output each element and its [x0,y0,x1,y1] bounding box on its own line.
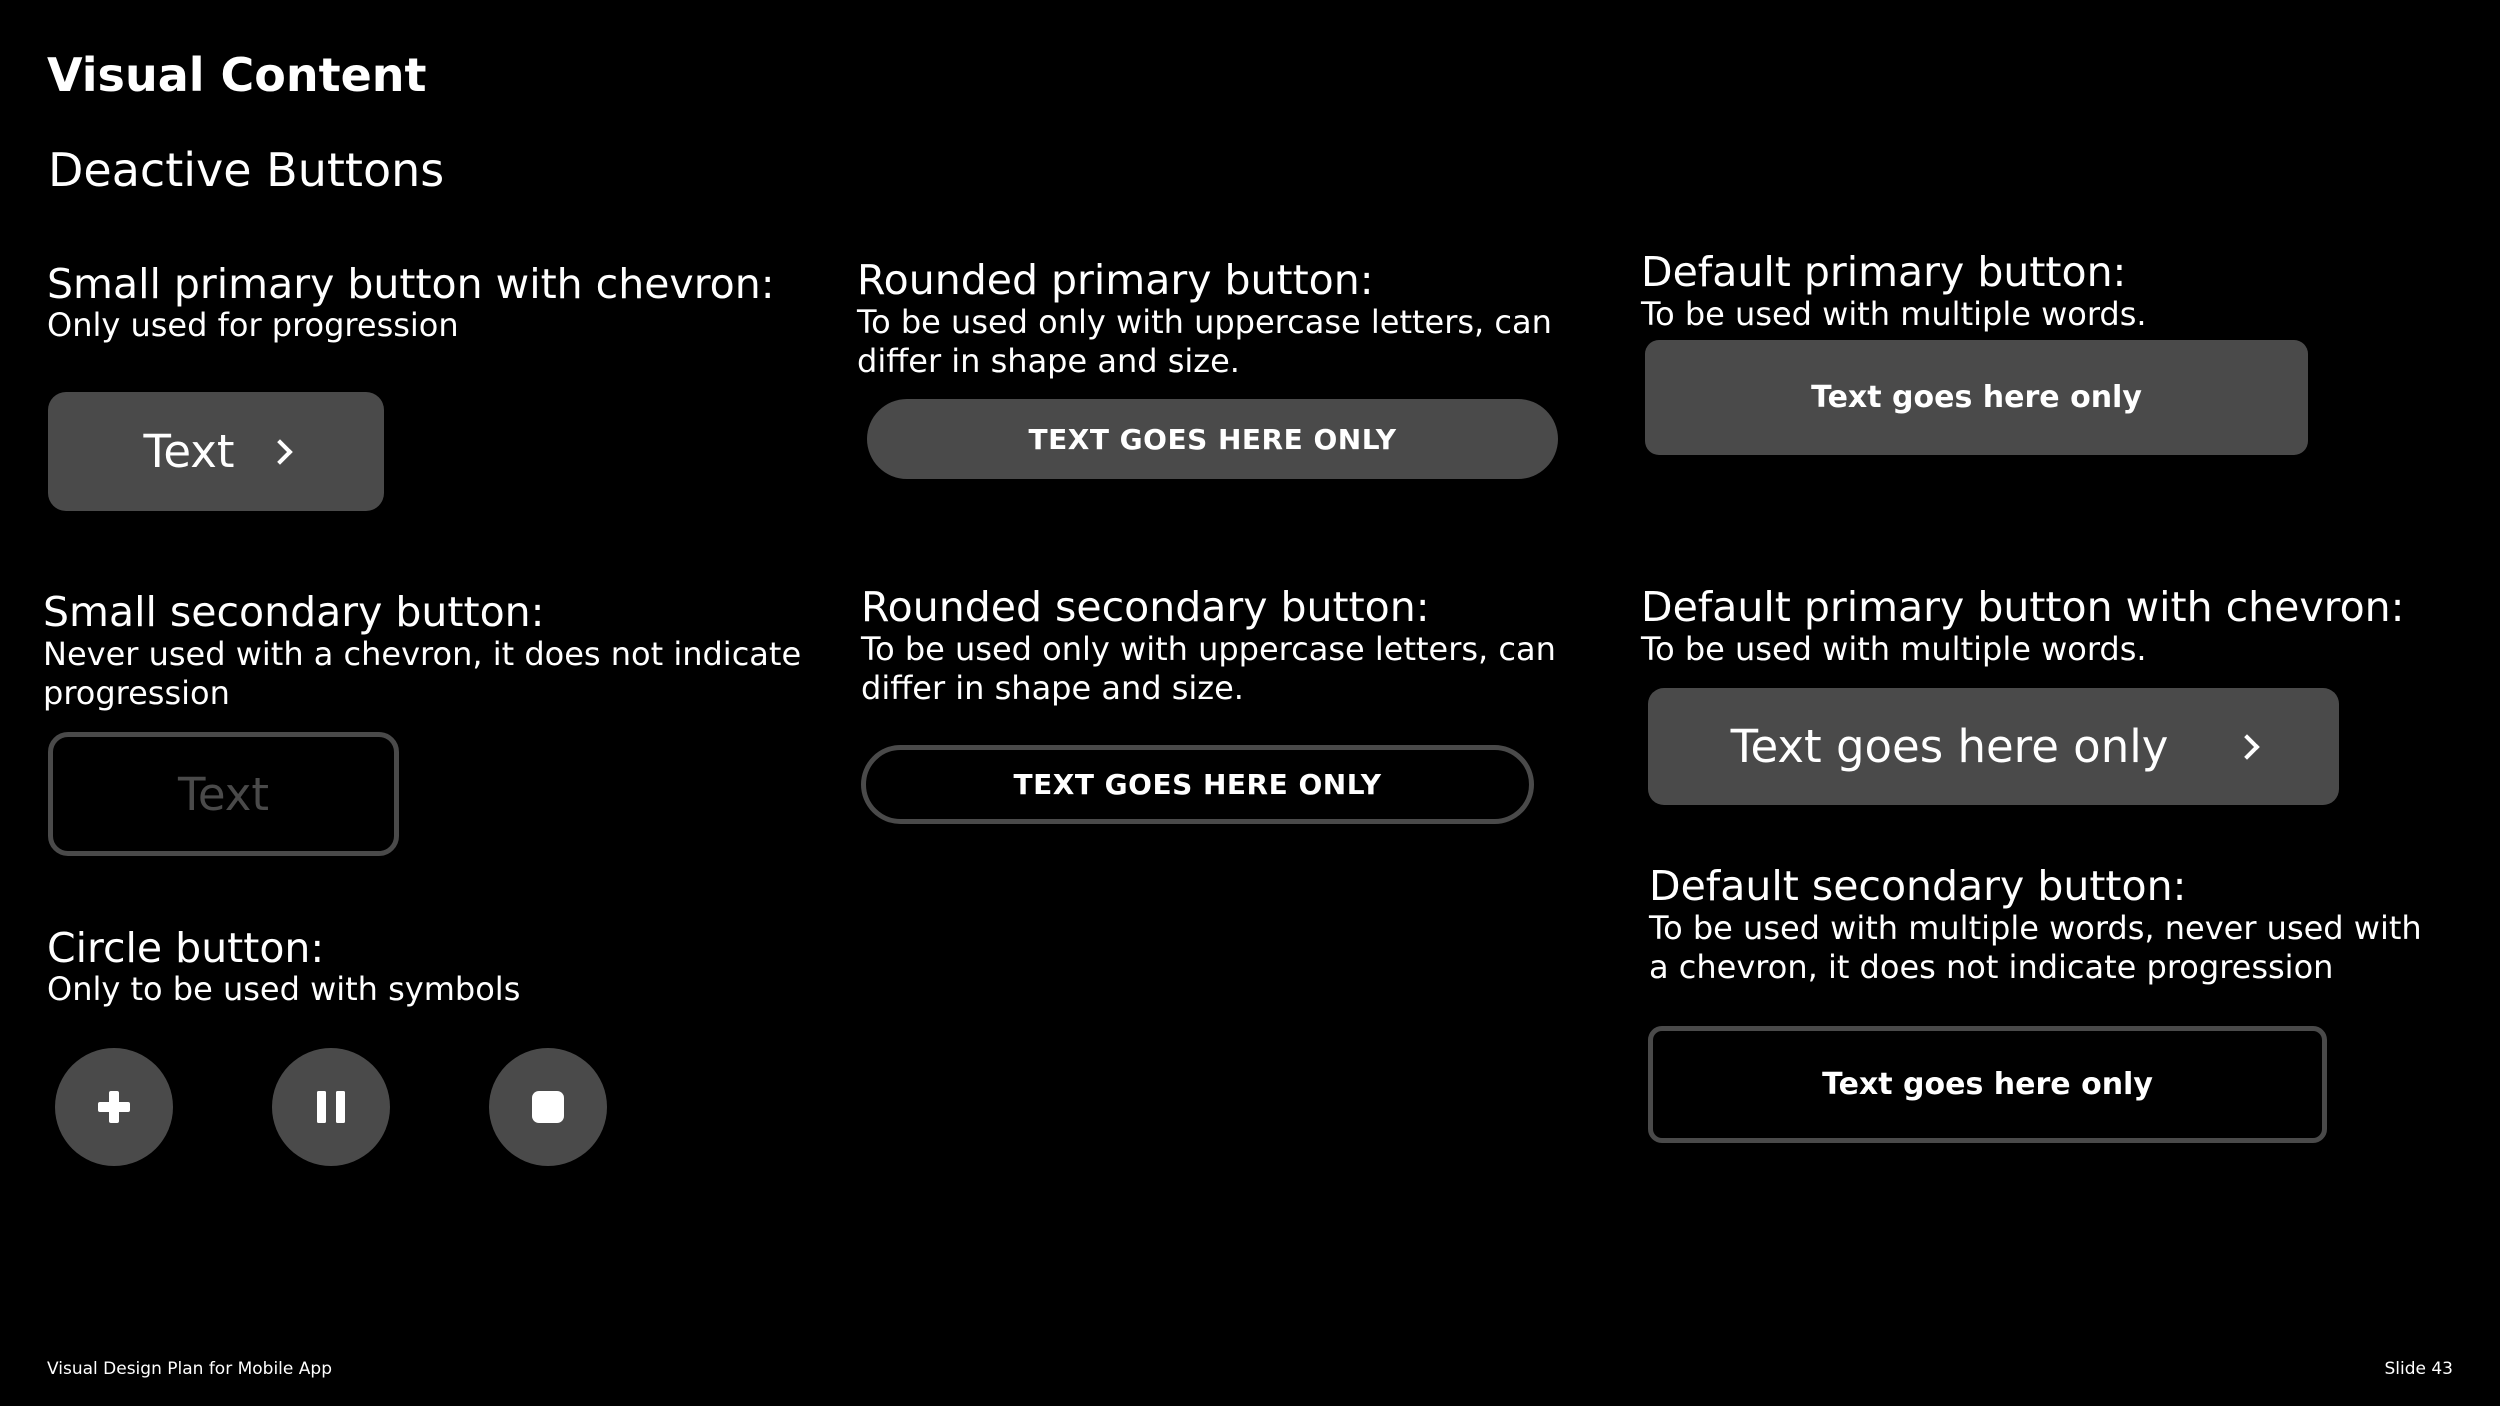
plus-icon [96,1089,132,1125]
page-title: Visual Content [47,48,427,102]
rounded-secondary-button[interactable] [861,745,1534,824]
chevron-right-icon [2235,734,2260,759]
rounded-primary-button-label: TEXT GOES HERE ONLY [1028,422,1397,456]
rounded-primary-heading: Rounded primary button: [857,256,1374,304]
small-primary-button[interactable] [48,392,384,511]
small-secondary-button[interactable] [48,732,399,856]
rounded-secondary-description: To be used only with uppercase letters, can differ in shape and size. [861,630,1556,707]
default-primary-chevron-button-label: Text goes here only [1730,720,2169,773]
stop-icon [531,1090,565,1124]
rounded-primary-button[interactable] [867,399,1558,479]
default-secondary-heading: Default secondary button: [1649,862,2187,910]
default-secondary-button[interactable] [1648,1026,2327,1143]
default-secondary-description: To be used with multiple words, never used with a chevron, it does not indicate progression [1649,909,2422,986]
small-primary-button-label: Text [143,425,235,478]
rounded-primary-description: To be used only with uppercase letters, can differ in shape and size. [857,303,1552,380]
page-subtitle: Deactive Buttons [48,143,445,197]
pause-icon [315,1089,347,1125]
rounded-secondary-heading: Rounded secondary button: [861,583,1430,631]
small-secondary-heading: Small secondary button: [43,588,545,636]
footer-title: Visual Design Plan for Mobile App [47,1359,332,1379]
plus-circle-button[interactable] [55,1048,173,1166]
small-secondary-button-label: Text [177,767,269,821]
default-primary-chevron-button[interactable] [1648,688,2339,805]
pause-circle-button[interactable] [272,1048,390,1166]
small-primary-description: Only used for progression [47,306,459,344]
default-primary-chevron-heading: Default primary button with chevron: [1641,583,2405,631]
default-primary-chevron-description: To be used with multiple words. [1641,630,2147,668]
default-primary-heading: Default primary button: [1641,248,2127,296]
small-primary-heading: Small primary button with chevron: [47,260,775,308]
small-secondary-description: Never used with a chevron, it does not indicate progression [43,635,802,712]
default-primary-button[interactable] [1645,340,2308,455]
default-primary-button-label: Text goes here only [1811,380,2142,415]
chevron-right-icon [267,439,292,464]
slide-number: Slide 43 [2384,1359,2453,1379]
circle-description: Only to be used with symbols [47,970,521,1008]
default-primary-description: To be used with multiple words. [1641,295,2147,333]
rounded-secondary-button-label: TEXT GOES HERE ONLY [1013,768,1382,801]
stop-circle-button[interactable] [489,1048,607,1166]
default-secondary-button-label: Text goes here only [1822,1067,2153,1102]
circle-heading: Circle button: [47,924,325,972]
